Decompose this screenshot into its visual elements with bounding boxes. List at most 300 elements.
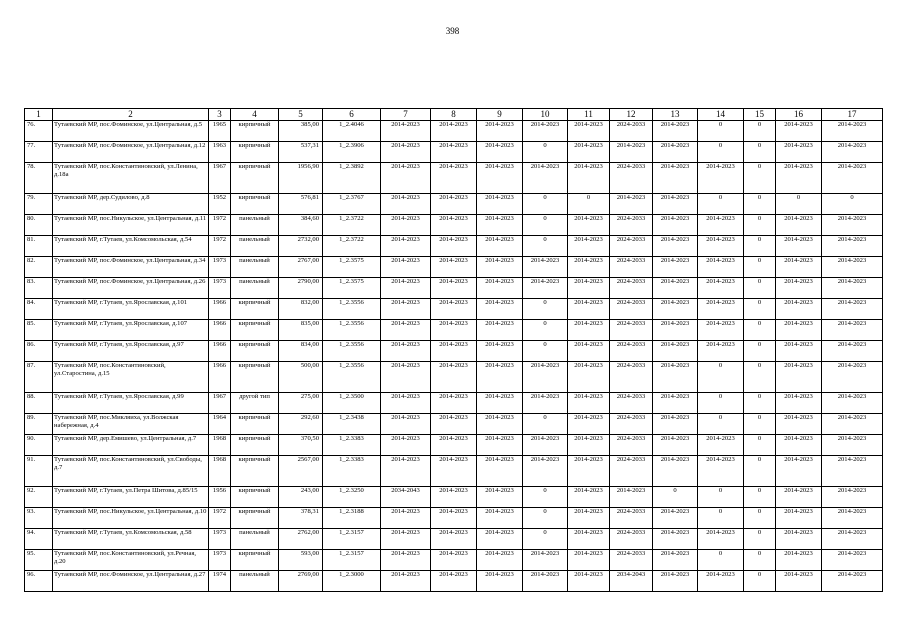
year-cell: 1973	[209, 529, 231, 550]
period-cell: 2014-2023	[568, 320, 610, 341]
period-cell: 2014-2023	[381, 236, 431, 257]
period-cell: 2014-2023	[568, 142, 610, 163]
period-cell: 2014-2023	[822, 435, 883, 456]
period-cell: 2014-2023	[381, 215, 431, 236]
column-header: 16	[776, 109, 822, 121]
period-cell: 2014-2023	[381, 194, 431, 215]
period-cell: 2014-2023	[431, 121, 477, 142]
area-cell: 384,60	[279, 215, 323, 236]
period-cell: 2014-2023	[776, 550, 822, 571]
area-cell: 832,00	[279, 299, 323, 320]
period-cell: 0	[744, 362, 776, 393]
period-cell: 0	[523, 299, 568, 320]
period-cell: 2014-2023	[477, 571, 523, 592]
period-cell: 0	[744, 571, 776, 592]
period-cell: 0	[744, 121, 776, 142]
wall-material-cell: панельный	[231, 529, 279, 550]
code-cell: 1_2.3500	[323, 393, 381, 414]
period-cell: 2014-2023	[381, 163, 431, 194]
row-number: 94.	[25, 529, 53, 550]
period-cell: 2014-2023	[381, 142, 431, 163]
period-cell: 2014-2023	[431, 362, 477, 393]
period-cell: 0	[744, 163, 776, 194]
column-header: 13	[653, 109, 698, 121]
area-cell: 1956,90	[279, 163, 323, 194]
address-cell: Тутаевский МР, г.Тутаев, ул.Ярославская, д.97	[53, 341, 209, 362]
period-cell: 0	[744, 393, 776, 414]
period-cell: 0	[523, 487, 568, 508]
row-number: 92.	[25, 487, 53, 508]
period-cell: 2014-2023	[568, 278, 610, 299]
table-row	[25, 320, 883, 341]
period-cell: 2014-2023	[610, 142, 653, 163]
period-cell: 2014-2023	[653, 320, 698, 341]
table-row	[25, 194, 883, 215]
period-cell: 2014-2023	[698, 571, 744, 592]
period-cell: 2014-2023	[523, 257, 568, 278]
period-cell: 2014-2023	[822, 414, 883, 435]
row-number: 84.	[25, 299, 53, 320]
period-cell: 2014-2023	[698, 163, 744, 194]
wall-material-cell: другой тип	[231, 393, 279, 414]
year-cell: 1966	[209, 341, 231, 362]
period-cell: 0	[698, 550, 744, 571]
address-cell: Тутаевский МР, дер.Судилово, д.8	[53, 194, 209, 215]
area-cell: 835,00	[279, 320, 323, 341]
year-cell: 1972	[209, 508, 231, 529]
period-cell: 0	[744, 142, 776, 163]
period-cell: 0	[744, 236, 776, 257]
period-cell: 2024-2033	[610, 236, 653, 257]
area-cell: 537,31	[279, 142, 323, 163]
period-cell: 0	[744, 215, 776, 236]
year-cell: 1966	[209, 320, 231, 341]
period-cell: 0	[744, 257, 776, 278]
row-number: 88.	[25, 393, 53, 414]
code-cell: 1_2.3892	[323, 163, 381, 194]
period-cell: 2014-2023	[776, 121, 822, 142]
table-row	[25, 236, 883, 257]
period-cell: 2014-2023	[381, 508, 431, 529]
wall-material-cell: кирпичный	[231, 341, 279, 362]
period-cell: 2014-2023	[653, 341, 698, 362]
period-cell: 2014-2023	[776, 215, 822, 236]
table-row	[25, 550, 883, 571]
period-cell: 2014-2023	[568, 393, 610, 414]
period-cell: 2014-2023	[653, 163, 698, 194]
period-cell: 2014-2023	[776, 341, 822, 362]
column-header: 15	[744, 109, 776, 121]
year-cell: 1968	[209, 435, 231, 456]
period-cell: 2014-2023	[822, 299, 883, 320]
period-cell: 2014-2023	[477, 299, 523, 320]
period-cell: 2014-2023	[523, 571, 568, 592]
year-cell: 1973	[209, 278, 231, 299]
period-cell: 2014-2023	[822, 121, 883, 142]
year-cell: 1973	[209, 550, 231, 571]
table-row	[25, 142, 883, 163]
period-cell: 0	[698, 362, 744, 393]
area-cell: 2769,00	[279, 571, 323, 592]
period-cell: 2014-2023	[381, 299, 431, 320]
address-cell: Тутаевский МР, г.Тутаев, ул.Петра Шитова, д.85/15	[53, 487, 209, 508]
code-cell: 1_2.3575	[323, 257, 381, 278]
area-cell: 2732,00	[279, 236, 323, 257]
period-cell: 2014-2023	[698, 341, 744, 362]
wall-material-cell: кирпичный	[231, 550, 279, 571]
period-cell: 2014-2023	[568, 550, 610, 571]
area-cell: 2790,00	[279, 278, 323, 299]
period-cell: 2024-2033	[610, 320, 653, 341]
wall-material-cell: кирпичный	[231, 362, 279, 393]
period-cell: 2014-2023	[568, 341, 610, 362]
period-cell: 2014-2023	[568, 456, 610, 487]
period-cell: 0	[523, 236, 568, 257]
period-cell: 2014-2023	[568, 414, 610, 435]
period-cell: 2014-2023	[653, 529, 698, 550]
period-cell: 0	[698, 142, 744, 163]
code-cell: 1_2.3767	[323, 194, 381, 215]
code-cell: 1_2.3575	[323, 278, 381, 299]
period-cell: 2014-2023	[776, 320, 822, 341]
period-cell: 2014-2023	[776, 362, 822, 393]
row-number: 82.	[25, 257, 53, 278]
column-header: 8	[431, 109, 477, 121]
period-cell: 2014-2023	[698, 257, 744, 278]
period-cell: 2014-2023	[477, 257, 523, 278]
table-row	[25, 456, 883, 487]
period-cell: 2014-2023	[653, 456, 698, 487]
year-cell: 1966	[209, 299, 231, 320]
period-cell: 2014-2023	[822, 529, 883, 550]
housing-schedule-table	[24, 108, 883, 592]
period-cell: 2024-2033	[610, 215, 653, 236]
period-cell: 2014-2023	[822, 571, 883, 592]
code-cell: 1_2.3250	[323, 487, 381, 508]
period-cell: 0	[744, 508, 776, 529]
address-cell: Тутаевский МР, дер.Емишево, ул.Центральная, д.7	[53, 435, 209, 456]
period-cell: 2014-2023	[381, 393, 431, 414]
period-cell: 2014-2023	[431, 571, 477, 592]
period-cell: 2014-2023	[822, 456, 883, 487]
period-cell: 2024-2033	[610, 299, 653, 320]
address-cell: Тутаевский МР, г.Тутаев, ул.Ярославская, д.101	[53, 299, 209, 320]
table-row	[25, 435, 883, 456]
table-row	[25, 487, 883, 508]
period-cell: 0	[744, 299, 776, 320]
column-header: 12	[610, 109, 653, 121]
area-cell: 370,50	[279, 435, 323, 456]
column-header: 7	[381, 109, 431, 121]
table-row	[25, 414, 883, 435]
period-cell: 2014-2023	[653, 393, 698, 414]
period-cell: 2014-2023	[822, 278, 883, 299]
period-cell: 2014-2023	[477, 414, 523, 435]
wall-material-cell: панельный	[231, 215, 279, 236]
period-cell: 2014-2023	[653, 508, 698, 529]
period-cell: 2024-2033	[610, 550, 653, 571]
period-cell: 2014-2023	[523, 393, 568, 414]
period-cell: 2014-2023	[653, 121, 698, 142]
period-cell: 2024-2033	[610, 278, 653, 299]
column-header: 11	[568, 109, 610, 121]
row-number: 95.	[25, 550, 53, 571]
table-row	[25, 571, 883, 592]
row-number: 78.	[25, 163, 53, 194]
area-cell: 2762,00	[279, 529, 323, 550]
period-cell: 0	[744, 550, 776, 571]
row-number: 76.	[25, 121, 53, 142]
period-cell: 0	[776, 194, 822, 215]
year-cell: 1967	[209, 163, 231, 194]
period-cell: 2014-2023	[477, 142, 523, 163]
row-number: 83.	[25, 278, 53, 299]
period-cell: 2014-2023	[568, 487, 610, 508]
area-cell: 378,31	[279, 508, 323, 529]
period-cell: 2014-2023	[523, 550, 568, 571]
period-cell: 0	[698, 121, 744, 142]
period-cell: 2014-2023	[822, 550, 883, 571]
period-cell: 0	[744, 529, 776, 550]
column-header: 14	[698, 109, 744, 121]
period-cell: 2014-2023	[776, 529, 822, 550]
period-cell: 2014-2023	[477, 163, 523, 194]
row-number: 80.	[25, 215, 53, 236]
period-cell: 2014-2023	[477, 236, 523, 257]
period-cell: 2014-2023	[431, 299, 477, 320]
period-cell: 2014-2023	[568, 435, 610, 456]
period-cell: 2014-2023	[698, 529, 744, 550]
period-cell: 2014-2023	[568, 299, 610, 320]
table-row	[25, 299, 883, 320]
year-cell: 1963	[209, 142, 231, 163]
period-cell: 2014-2023	[653, 194, 698, 215]
period-cell: 2014-2023	[822, 215, 883, 236]
period-cell: 2024-2033	[610, 414, 653, 435]
column-header: 6	[323, 109, 381, 121]
period-cell: 0	[744, 341, 776, 362]
period-cell: 2014-2023	[431, 194, 477, 215]
column-header: 5	[279, 109, 323, 121]
period-cell: 2024-2033	[610, 121, 653, 142]
period-cell: 2014-2023	[653, 435, 698, 456]
code-cell: 1_2.3157	[323, 529, 381, 550]
period-cell: 0	[523, 341, 568, 362]
period-cell: 2014-2023	[653, 142, 698, 163]
period-cell: 2014-2023	[698, 435, 744, 456]
wall-material-cell: кирпичный	[231, 320, 279, 341]
wall-material-cell: кирпичный	[231, 435, 279, 456]
period-cell: 2014-2023	[822, 236, 883, 257]
period-cell: 2014-2023	[381, 529, 431, 550]
area-cell: 2567,00	[279, 456, 323, 487]
period-cell: 0	[698, 194, 744, 215]
wall-material-cell: кирпичный	[231, 487, 279, 508]
period-cell: 2014-2023	[776, 163, 822, 194]
row-number: 86.	[25, 341, 53, 362]
period-cell: 2014-2023	[568, 508, 610, 529]
period-cell: 2024-2033	[610, 435, 653, 456]
column-header: 9	[477, 109, 523, 121]
period-cell: 2014-2023	[523, 456, 568, 487]
code-cell: 1_2.3556	[323, 341, 381, 362]
address-cell: Тутаевский МР, пос.Константиновский, ул.Ленина, д.18а	[53, 163, 209, 194]
period-cell: 2014-2023	[568, 215, 610, 236]
period-cell: 2014-2023	[431, 215, 477, 236]
period-cell: 2014-2023	[698, 320, 744, 341]
table-row	[25, 163, 883, 194]
column-header: 4	[231, 109, 279, 121]
period-cell: 2014-2023	[698, 236, 744, 257]
period-cell: 2014-2023	[568, 571, 610, 592]
period-cell: 2014-2023	[523, 278, 568, 299]
period-cell: 2014-2023	[653, 278, 698, 299]
period-cell: 2014-2023	[698, 278, 744, 299]
period-cell: 2014-2023	[431, 320, 477, 341]
area-cell: 834,00	[279, 341, 323, 362]
area-cell: 576,81	[279, 194, 323, 215]
period-cell: 2024-2033	[610, 257, 653, 278]
area-cell: 500,00	[279, 362, 323, 393]
period-cell: 2014-2023	[431, 142, 477, 163]
period-cell: 2014-2023	[822, 487, 883, 508]
code-cell: 1_2.3556	[323, 320, 381, 341]
column-header: 1	[25, 109, 53, 121]
period-cell: 2014-2023	[776, 393, 822, 414]
period-cell: 2014-2023	[568, 236, 610, 257]
year-cell: 1967	[209, 393, 231, 414]
period-cell: 2014-2023	[523, 121, 568, 142]
period-cell: 0	[698, 508, 744, 529]
wall-material-cell: кирпичный	[231, 456, 279, 487]
code-cell: 1_2.3157	[323, 550, 381, 571]
period-cell: 2014-2023	[822, 393, 883, 414]
row-number: 90.	[25, 435, 53, 456]
period-cell: 2014-2023	[477, 550, 523, 571]
period-cell: 2014-2023	[568, 529, 610, 550]
address-cell: Тутаевский МР, пос.Микляиха, ул.Волжская набережная, д.4	[53, 414, 209, 435]
row-number: 77.	[25, 142, 53, 163]
column-number-row	[25, 109, 883, 121]
code-cell: 1_2.4046	[323, 121, 381, 142]
period-cell: 2014-2023	[568, 163, 610, 194]
period-cell: 2014-2023	[653, 257, 698, 278]
period-cell: 2014-2023	[381, 435, 431, 456]
table-row	[25, 341, 883, 362]
area-cell: 593,00	[279, 550, 323, 571]
period-cell: 2014-2023	[610, 194, 653, 215]
period-cell: 2014-2023	[653, 236, 698, 257]
period-cell: 0	[822, 194, 883, 215]
period-cell: 2024-2033	[610, 341, 653, 362]
year-cell: 1968	[209, 456, 231, 487]
period-cell: 2014-2023	[381, 414, 431, 435]
period-cell: 2034-2043	[381, 487, 431, 508]
period-cell: 2014-2023	[381, 341, 431, 362]
period-cell: 2014-2023	[776, 487, 822, 508]
period-cell: 2014-2023	[776, 257, 822, 278]
table-row	[25, 257, 883, 278]
period-cell: 2014-2023	[776, 414, 822, 435]
period-cell: 2014-2023	[776, 236, 822, 257]
period-cell: 2014-2023	[822, 341, 883, 362]
period-cell: 2014-2023	[381, 257, 431, 278]
row-number: 87.	[25, 362, 53, 393]
table-row	[25, 121, 883, 142]
year-cell: 1966	[209, 362, 231, 393]
wall-material-cell: кирпичный	[231, 163, 279, 194]
period-cell: 2014-2023	[822, 508, 883, 529]
period-cell: 2014-2023	[698, 299, 744, 320]
table-row	[25, 508, 883, 529]
row-number: 93.	[25, 508, 53, 529]
table-row	[25, 393, 883, 414]
period-cell: 2014-2023	[431, 278, 477, 299]
period-cell: 2014-2023	[653, 215, 698, 236]
period-cell: 2024-2033	[610, 529, 653, 550]
period-cell: 2024-2033	[610, 508, 653, 529]
period-cell: 2014-2023	[431, 414, 477, 435]
code-cell: 1_2.3556	[323, 362, 381, 393]
row-number: 91.	[25, 456, 53, 487]
year-cell: 1965	[209, 121, 231, 142]
table-row	[25, 529, 883, 550]
period-cell: 2024-2033	[610, 456, 653, 487]
period-cell: 0	[653, 487, 698, 508]
address-cell: Тутаевский МР, пос.Фоминское, ул.Центральная, д.12	[53, 142, 209, 163]
address-cell: Тутаевский МР, пос.Фоминское, ул.Центральная, д.27	[53, 571, 209, 592]
period-cell: 2034-2043	[610, 571, 653, 592]
period-cell: 2014-2023	[822, 163, 883, 194]
period-cell: 2014-2023	[776, 435, 822, 456]
code-cell: 1_2.3383	[323, 456, 381, 487]
row-number: 85.	[25, 320, 53, 341]
row-number: 81.	[25, 236, 53, 257]
period-cell: 0	[568, 194, 610, 215]
period-cell: 2014-2023	[477, 529, 523, 550]
period-cell: 2014-2023	[431, 550, 477, 571]
period-cell: 2014-2023	[698, 215, 744, 236]
wall-material-cell: панельный	[231, 257, 279, 278]
period-cell: 2014-2023	[776, 508, 822, 529]
address-cell: Тутаевский МР, пос.Константиновский, ул.Старостина, д.15	[53, 362, 209, 393]
year-cell: 1956	[209, 487, 231, 508]
period-cell: 2014-2023	[776, 142, 822, 163]
period-cell: 2024-2033	[610, 393, 653, 414]
address-cell: Тутаевский МР, пос.Фоминское, ул.Центральная, д.5	[53, 121, 209, 142]
wall-material-cell: кирпичный	[231, 121, 279, 142]
period-cell: 2014-2023	[822, 257, 883, 278]
year-cell: 1972	[209, 236, 231, 257]
period-cell: 2024-2033	[610, 362, 653, 393]
period-cell: 2014-2023	[381, 121, 431, 142]
period-cell: 0	[744, 414, 776, 435]
address-cell: Тутаевский МР, пос.Константиновский, ул.Речная, д.20	[53, 550, 209, 571]
period-cell: 2014-2023	[776, 456, 822, 487]
period-cell: 2014-2023	[431, 341, 477, 362]
row-number: 79.	[25, 194, 53, 215]
page-number: 398	[445, 26, 460, 36]
period-cell: 0	[744, 456, 776, 487]
period-cell: 2014-2023	[568, 121, 610, 142]
code-cell: 1_2.3556	[323, 299, 381, 320]
period-cell: 2014-2023	[477, 508, 523, 529]
period-cell: 0	[744, 487, 776, 508]
period-cell: 2014-2023	[653, 362, 698, 393]
period-cell: 2014-2023	[381, 362, 431, 393]
period-cell: 2014-2023	[653, 571, 698, 592]
period-cell: 0	[523, 508, 568, 529]
